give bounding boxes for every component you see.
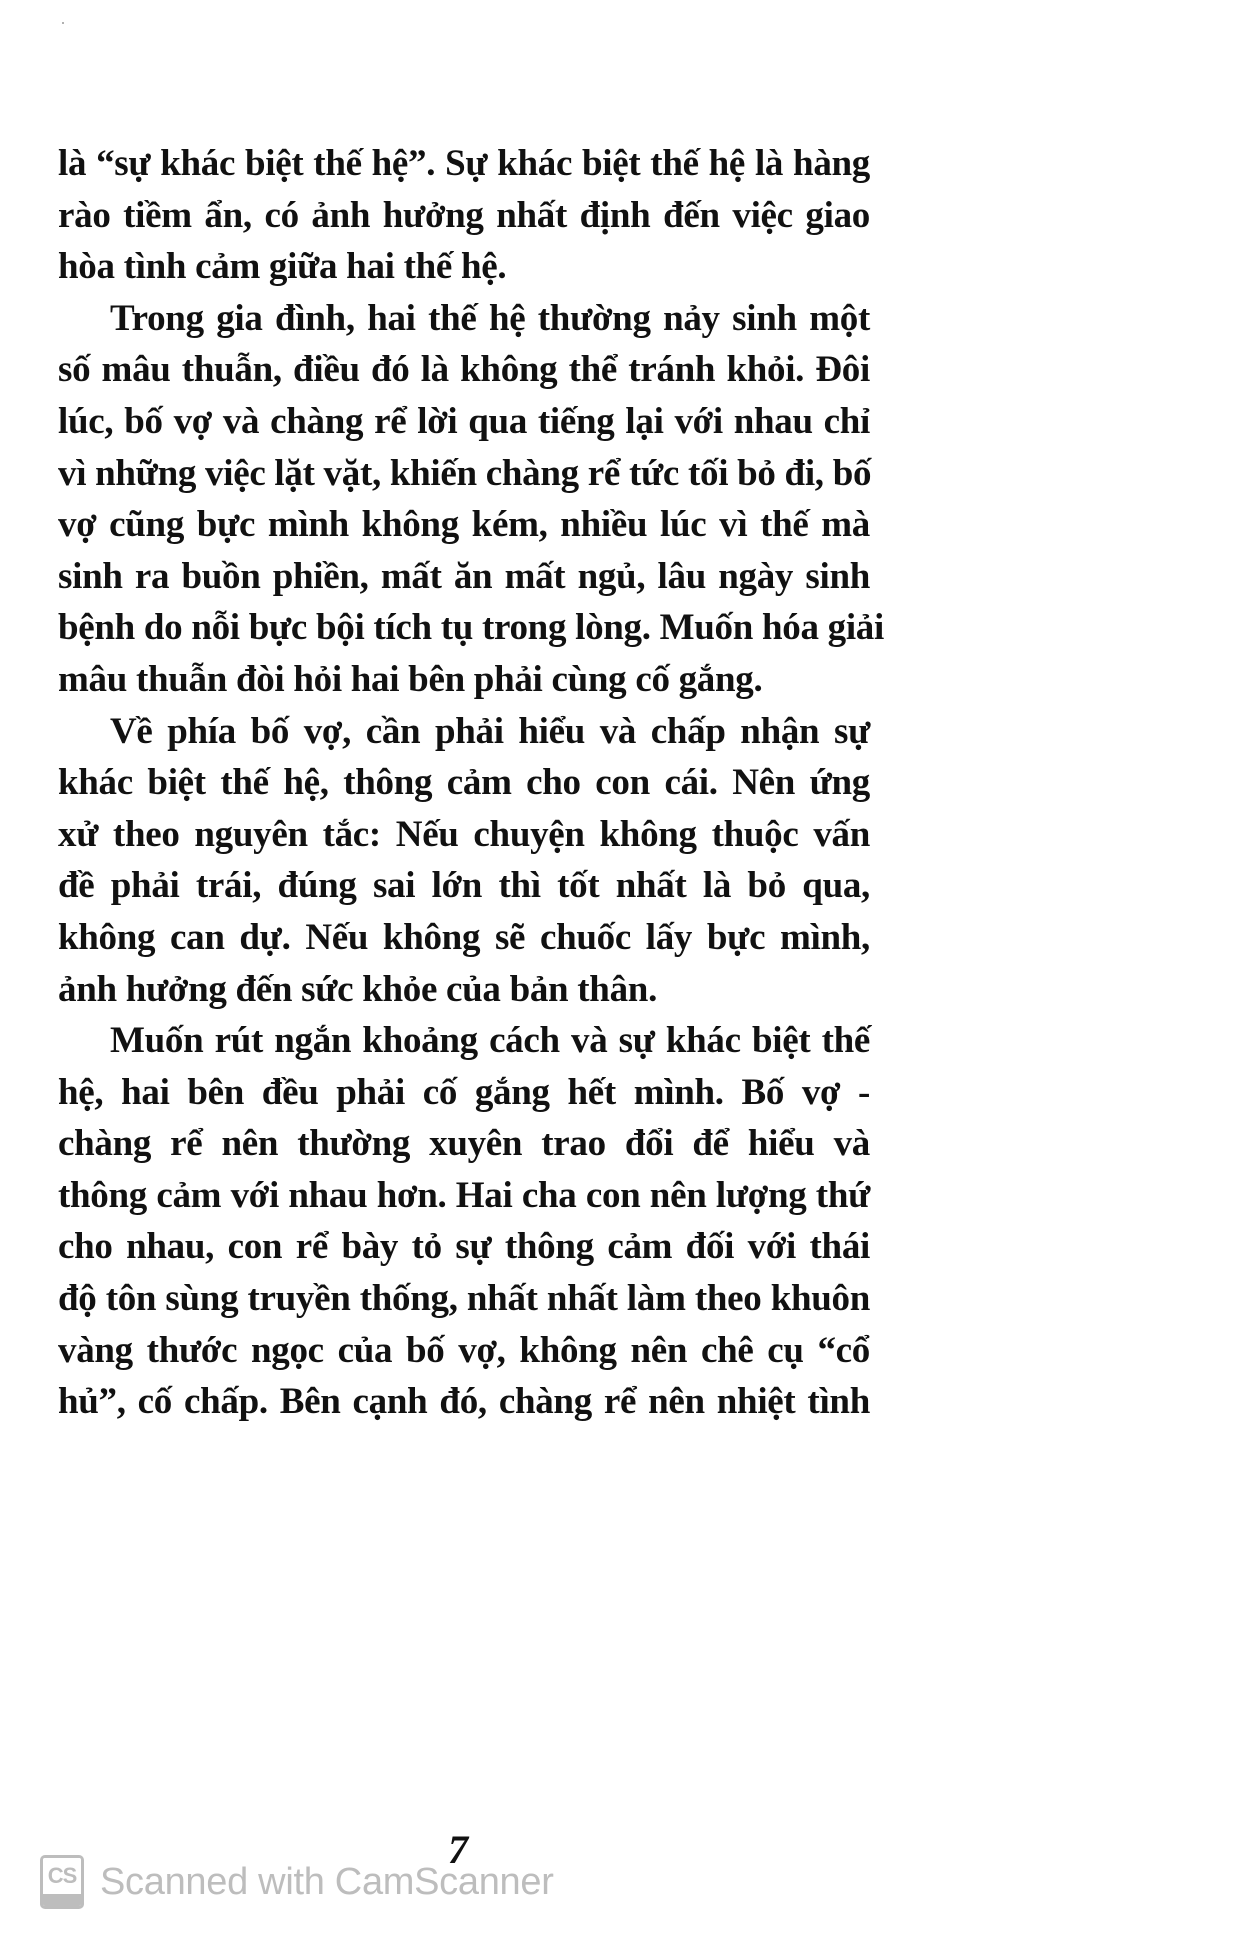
text-line: số mâu thuẫn, điều đó là không thể tránh khỏi. Đôi xyxy=(58,349,870,391)
text-line: đề phải trái, đúng sai lớn thì tốt nhất là bỏ qua, xyxy=(58,865,870,907)
text-line: ảnh hưởng đến sức khỏe của bản thân. xyxy=(58,968,658,1010)
text-line: cho nhau, con rể bày tỏ sự thông cảm đối với thái xyxy=(58,1226,870,1268)
text-line: chàng rể nên thường xuyên trao đổi để hiểu và xyxy=(58,1123,870,1165)
camscanner-watermark xyxy=(40,1852,554,1912)
text-line: khác biệt thế hệ, thông cảm cho con cái. Nên ứng xyxy=(58,762,870,804)
text-line: thông cảm với nhau hơn. Hai cha con nên lượng thứ xyxy=(58,1174,870,1216)
logo-text: CS xyxy=(43,1858,81,1894)
text-line: không can dự. Nếu không sẽ chuốc lấy bực mình, xyxy=(58,916,870,958)
camscanner-logo-icon xyxy=(40,1855,84,1909)
text-line: lúc, bố vợ và chàng rể lời qua tiếng lại với nhau chỉ xyxy=(58,400,870,442)
body-text xyxy=(58,138,884,1428)
text-line: sinh ra buồn phiền, mất ăn mất ngủ, lâu ngày sinh xyxy=(58,555,870,597)
logo-bar xyxy=(43,1894,81,1906)
text-line: bệnh do nỗi bực bội tích tụ trong lòng. Muốn hóa giải xyxy=(58,607,884,649)
text-line: rào tiềm ẩn, có ảnh hưởng nhất định đến việc giao xyxy=(58,194,870,236)
watermark-text: Scanned with CamScanner xyxy=(100,1860,554,1903)
text-line: vợ cũng bực mình không kém, nhiều lúc vì thế mà xyxy=(58,504,870,546)
text-line: hòa tình cảm giữa hai thế hệ. xyxy=(58,246,507,288)
paragraph-start-line: Trong gia đình, hai thế hệ thường nảy sinh một xyxy=(110,297,870,339)
text-line: mâu thuẫn đòi hỏi hai bên phải cùng cố gắng. xyxy=(58,658,763,700)
text-line: vì những việc lặt vặt, khiến chàng rể tức tối bỏ đi, bố xyxy=(58,452,872,494)
text-line: là “sự khác biệt thế hệ”. Sự khác biệt thế hệ là hàng xyxy=(58,143,870,184)
paragraph-start-line: Về phía bố vợ, cần phải hiểu và chấp nhận sự xyxy=(110,710,870,752)
text-line: độ tôn sùng truyền thống, nhất nhất làm theo khuôn xyxy=(58,1278,870,1320)
text-line: vàng thước ngọc của bố vợ, không nên chê cụ “cổ xyxy=(58,1329,870,1371)
text-line: xử theo nguyên tắc: Nếu chuyện không thuộc vấn xyxy=(58,813,870,855)
text-line: hệ, hai bên đều phải cố gắng hết mình. Bố vợ - xyxy=(58,1071,870,1113)
page-number: 7 xyxy=(448,1827,468,1872)
scan-speck xyxy=(62,22,64,24)
text-line: hủ”, cố chấp. Bên cạnh đó, chàng rể nên nhiệt tình xyxy=(58,1381,870,1423)
paragraph-start-line: Muốn rút ngắn khoảng cách và sự khác biệt thế xyxy=(110,1020,870,1062)
